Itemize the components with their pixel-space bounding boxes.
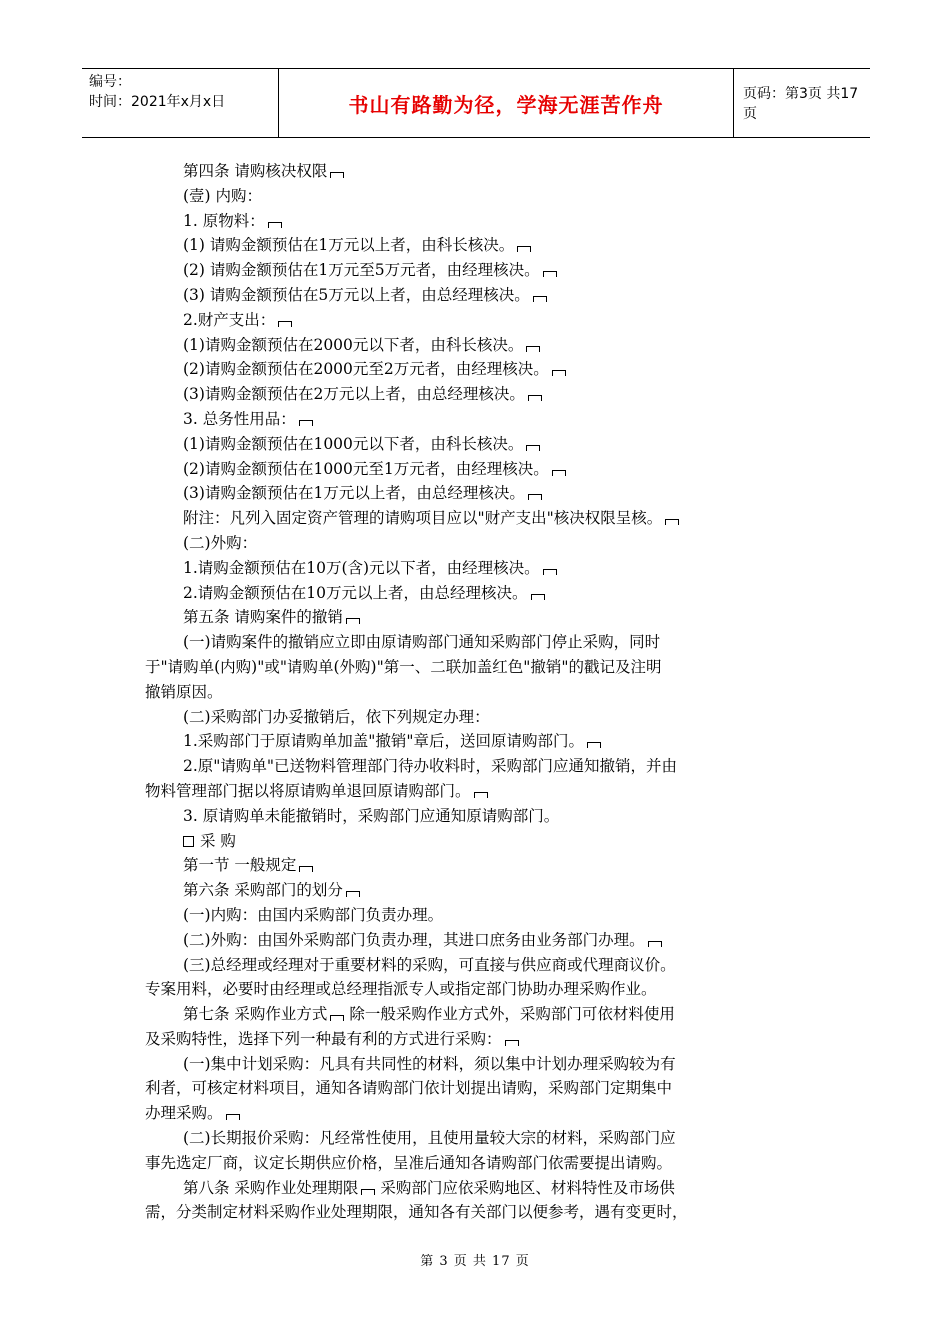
paragraph-mark-icon [526, 346, 540, 352]
text-line [145, 977, 805, 1002]
text-line [145, 506, 805, 531]
line-text: (2)请购金额预估在2000元至2万元者，由经理核决。 [183, 360, 549, 379]
line-text: 事先选定厂商，议定长期供应价格，呈准后通知各请购部门依需要提出请购。 [145, 1153, 673, 1172]
page-footer [0, 1250, 950, 1269]
header-page-info [733, 69, 870, 137]
text-line [145, 903, 805, 928]
line-text: (2) 请购金额预估在1万元至5万元者，由经理核决。 [183, 261, 540, 280]
line-text: 第一节 一般规定 [183, 856, 297, 875]
text-line [145, 258, 805, 283]
paragraph-mark-icon [505, 1040, 519, 1046]
header-meta [82, 69, 279, 137]
page-header [82, 68, 870, 138]
text-line [145, 829, 805, 854]
line-text: 第四条 请购核决权限 [183, 162, 328, 180]
text-line [145, 184, 805, 209]
text-line [145, 754, 805, 779]
line-text: 第六条 采购部门的划分 [183, 881, 343, 900]
text-line [145, 680, 805, 705]
line-text: 1.请购金额预估在10万(含)元以下者，由经理核决。 [183, 558, 540, 577]
text-line [145, 1076, 805, 1101]
line-text: (二)长期报价采购：凡经常性使用，且使用量较大宗的材料，采购部门应 [183, 1129, 676, 1148]
paragraph-mark-icon [587, 742, 601, 748]
line-text: (二)外购： [183, 533, 258, 552]
line-text: 3. 原请购单未能撤销时，采购部门应通知原请购部门。 [183, 806, 560, 825]
paragraph-mark-icon [268, 222, 282, 228]
line-text: 物料管理部门据以将原请购单退回原请购部门。 [145, 781, 471, 800]
text-line [145, 308, 805, 333]
date-label: 时间：2021年x月x日 [89, 94, 226, 110]
paragraph-mark-icon [528, 395, 542, 401]
text-line [145, 605, 805, 630]
text-line [145, 779, 805, 804]
line-tail-text: 采购部门应依采购地区、材料特性及市场供 [375, 1178, 675, 1197]
paragraph-mark-icon [361, 1189, 375, 1195]
text-line [145, 1002, 805, 1027]
paragraph-mark-icon [330, 172, 344, 178]
document-body [145, 159, 805, 1225]
checkbox-square-icon [183, 836, 194, 847]
paragraph-mark-icon [526, 445, 540, 451]
line-text: (1) 请购金额预估在1万元以上者，由科长核决。 [183, 236, 515, 255]
paragraph-mark-icon [648, 941, 662, 947]
text-line [145, 481, 805, 506]
line-text: 于"请购单(内购)"或"请购单(外购)"第一、二联加盖红色"撤销"的戳记及注明 [145, 657, 662, 676]
text-line [145, 1101, 805, 1126]
text-line [145, 432, 805, 457]
line-text: (二)采购部门办妥撤销后，依下列规定办理： [183, 707, 490, 726]
footer-page-number: 第 3 页 共 17 页 [420, 1254, 530, 1269]
text-line [145, 630, 805, 655]
text-line [145, 357, 805, 382]
text-line [145, 382, 805, 407]
paragraph-mark-icon [226, 1114, 240, 1120]
text-line [145, 531, 805, 556]
paragraph-mark-icon [346, 618, 360, 624]
paragraph-mark-icon [665, 519, 679, 525]
line-text: 撤销原因。 [145, 682, 223, 701]
line-text: 2.财产支出： [183, 310, 276, 329]
line-text: 办理采购。 [145, 1104, 223, 1123]
line-text: (3)请购金额预估在2万元以上者，由总经理核决。 [183, 385, 525, 404]
paragraph-mark-icon [299, 866, 313, 872]
line-tail-text: 除一般采购作业方式外，采购部门可依材料使用 [344, 1005, 675, 1024]
line-text: 第八条 采购作业处理期限 [183, 1178, 359, 1197]
text-line [145, 1126, 805, 1151]
text-line [145, 705, 805, 730]
text-line [145, 1052, 805, 1077]
paragraph-mark-icon [474, 792, 488, 798]
paragraph-mark-icon [552, 370, 566, 376]
motto-text: 书山有路勤为径，学海无涯苦作舟 [348, 92, 664, 117]
text-line [145, 804, 805, 829]
text-line [145, 655, 805, 680]
line-text: (三)总经理或经理对于重要材料的采购，可直接与供应商或代理商议价。 [183, 955, 676, 974]
page-info-text: 页码：第3页 共17页 [743, 86, 859, 122]
paragraph-mark-icon [278, 321, 292, 327]
line-text: 1.采购部门于原请购单加盖"撤销"章后，送回原请购部门。 [183, 732, 585, 751]
line-text: (2)请购金额预估在1000元至1万元者，由经理核决。 [183, 459, 549, 478]
line-text: (1)请购金额预估在1000元以下者，由科长核决。 [183, 434, 524, 453]
text-line [145, 209, 805, 234]
text-line [145, 853, 805, 878]
text-line [145, 283, 805, 308]
serial-label: 编号： [89, 74, 131, 90]
text-line [145, 159, 805, 184]
line-text: 第七条 采购作业方式 [183, 1005, 328, 1024]
line-text: 3. 总务性用品： [183, 409, 296, 428]
line-text: 利者，可核定材料项目，通知各请购部门依计划提出请购，采购部门定期集中 [145, 1079, 673, 1098]
paragraph-mark-icon [531, 594, 545, 600]
text-line [145, 407, 805, 432]
line-text: (一)内购：由国内采购部门负责办理。 [183, 905, 444, 924]
text-line [145, 878, 805, 903]
line-text: 需，分类制定材料采购作业处理期限，通知各有关部门以便参考，遇有变更时， [145, 1203, 688, 1222]
text-line [145, 1176, 805, 1201]
text-line [145, 333, 805, 358]
line-text: (3)请购金额预估在1万元以上者，由总经理核决。 [183, 484, 525, 503]
text-line [145, 928, 805, 953]
paragraph-mark-icon [543, 569, 557, 575]
text-line [145, 729, 805, 754]
paragraph-mark-icon [517, 246, 531, 252]
text-line [145, 1151, 805, 1176]
line-text: 1. 原物料： [183, 211, 265, 230]
line-text: 附注：凡列入固定资产管理的请购项目应以"财产支出"核决权限呈核。 [183, 509, 663, 528]
line-text: 及采购特性，选择下列一种最有利的方式进行采购： [145, 1029, 502, 1048]
paragraph-mark-icon [346, 891, 360, 897]
paragraph-mark-icon [552, 470, 566, 476]
text-line [145, 581, 805, 606]
text-line [145, 233, 805, 258]
line-text: (二)外购：由国外采购部门负责办理，其进口庶务由业务部门办理。 [183, 930, 645, 949]
line-text: 专案用料，必要时由经理或总经理指派专人或指定部门协助办理采购作业。 [145, 980, 657, 999]
line-text: (1)请购金额预估在2000元以下者，由科长核决。 [183, 335, 524, 354]
text-line [145, 1027, 805, 1052]
line-text: (一)请购案件的撤销应立即由原请购部门通知采购部门停止采购，同时 [183, 633, 661, 652]
line-text: 2.请购金额预估在10万元以上者，由总经理核决。 [183, 583, 528, 602]
text-line [145, 556, 805, 581]
paragraph-mark-icon [533, 296, 547, 302]
text-line [145, 1200, 805, 1225]
line-text: 2.原"请购单"已送物料管理部门待办收料时，采购部门应通知撤销，并由 [183, 757, 678, 776]
line-text: (壹) 内购： [183, 186, 263, 205]
header-motto-cell [279, 69, 734, 137]
text-line [145, 457, 805, 482]
text-line [145, 953, 805, 978]
line-text: (3) 请购金额预估在5万元以上者，由总经理核决。 [183, 285, 530, 304]
paragraph-mark-icon [543, 271, 557, 277]
paragraph-mark-icon [299, 420, 313, 426]
paragraph-mark-icon [528, 494, 542, 500]
line-text: (一)集中计划采购：凡具有共同性的材料，须以集中计划办理采购较为有 [183, 1054, 676, 1073]
line-text: 采 购 [200, 831, 236, 850]
paragraph-mark-icon [330, 1015, 344, 1021]
line-text: 第五条 请购案件的撤销 [183, 608, 343, 627]
